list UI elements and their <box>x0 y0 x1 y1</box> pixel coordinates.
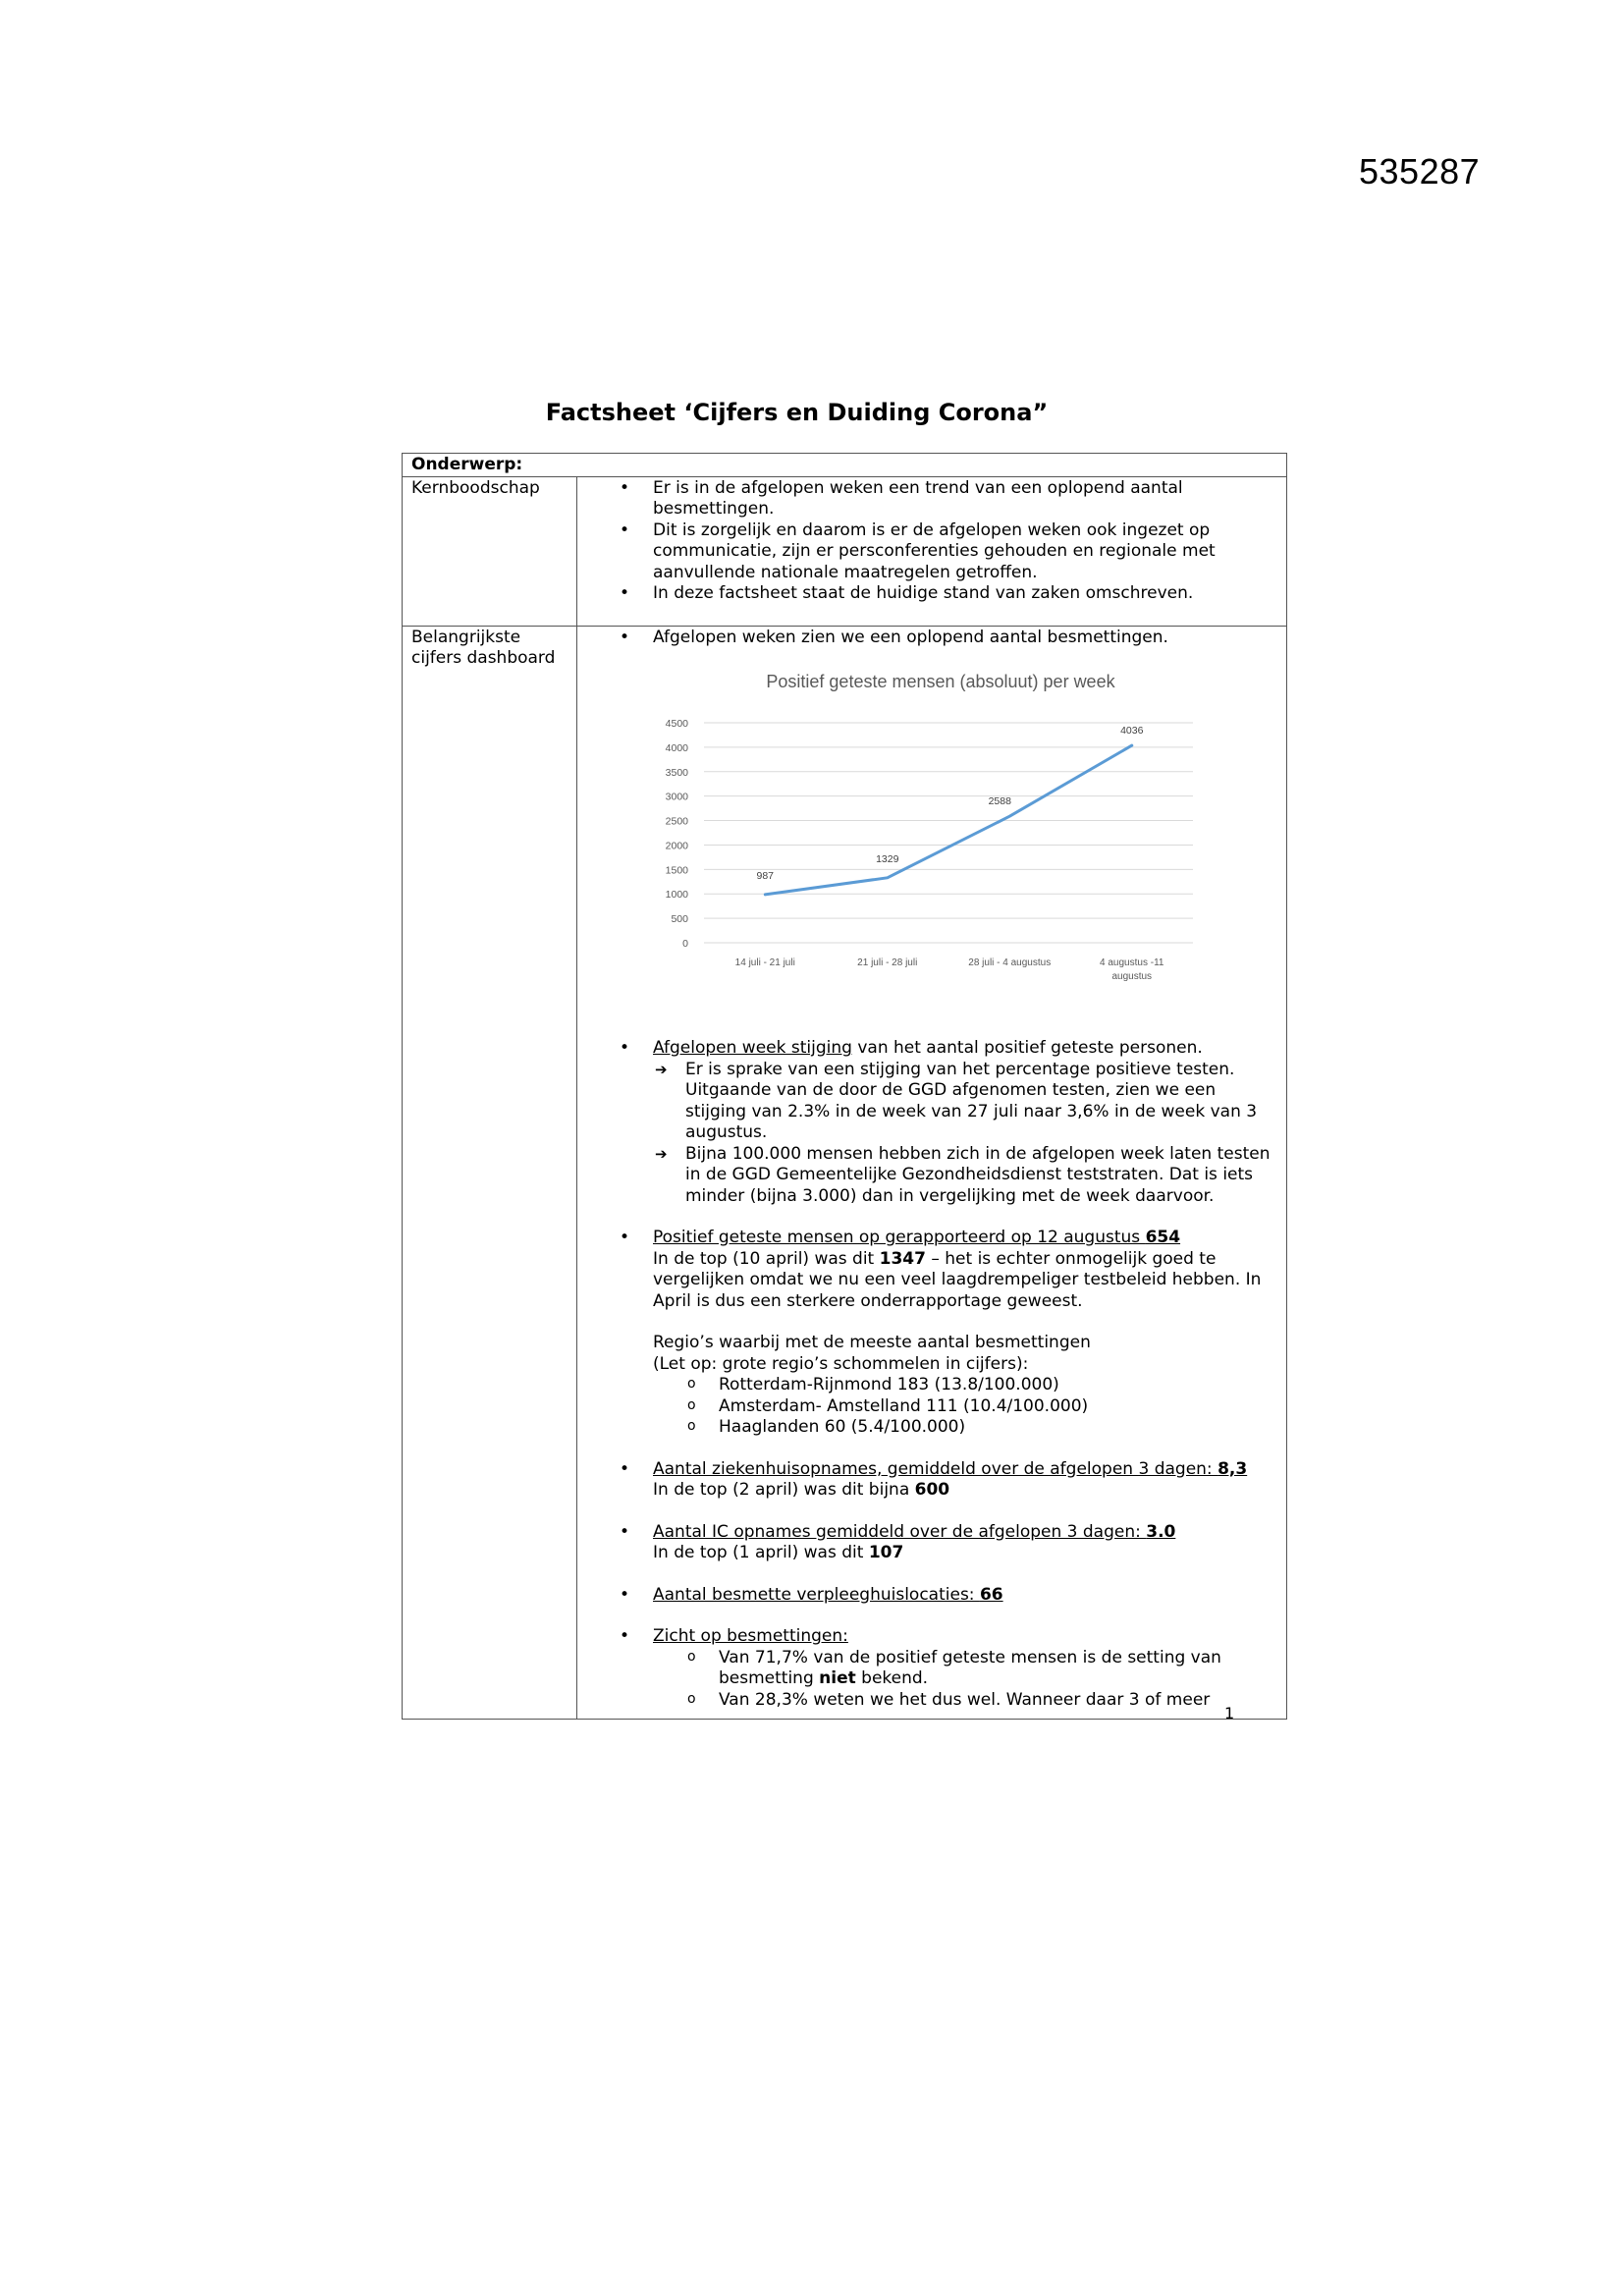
list-item: • In deze factsheet staat de huidige stand van zaken omschreven. <box>577 583 1280 605</box>
stijging-rest: van het aantal positief geteste personen. <box>851 1038 1203 1058</box>
list-item: o Haaglanden 60 (5.4/100.000) <box>653 1417 1280 1439</box>
list-item: o Amsterdam- Amstelland 111 (10.4/100.000) <box>653 1396 1280 1418</box>
row-label-kernboodschap: Kernboodschap <box>403 476 577 626</box>
table-header: Onderwerp: <box>403 454 1287 477</box>
y-tick-label: 0 <box>682 938 688 950</box>
y-tick-label: 3500 <box>665 766 688 779</box>
data-label: 987 <box>756 869 775 882</box>
list-item: o Rotterdam-Rijnmond 183 (13.8/100.000) <box>653 1375 1280 1396</box>
y-tick-label: 2000 <box>665 840 688 852</box>
list-item: • Dit is zorgelijk en daarom is er de afgelopen weken ook ingezet op communicatie, zijn er persconferenties gehouden en regionale met aanvullende nationale maatregelen getroffen. <box>577 520 1280 584</box>
page-number: 1 <box>1224 1704 1235 1722</box>
x-tick-label: 4 augustus -11 augustus <box>1100 957 1164 982</box>
series-line <box>765 745 1132 895</box>
positief-lead: Positief geteste mensen op gerapporteerd op 12 augustus <box>653 1228 1146 1247</box>
cijfers-list <box>577 628 1280 1712</box>
y-tick-label: 2500 <box>665 815 688 828</box>
chart-container <box>653 648 1280 1017</box>
zicht-lead: Zicht op besmettingen: <box>653 1626 848 1646</box>
ziekenhuis-value: 8,3 <box>1217 1458 1248 1479</box>
verpleeghuis-lead: Aantal besmette verpleeghuislocaties: <box>653 1584 980 1605</box>
y-tick-label: 1500 <box>665 864 688 877</box>
y-tick-label: 1000 <box>665 889 688 902</box>
ic-lead: Aantal IC opnames gemiddeld over de afgelopen 3 dagen: <box>653 1521 1147 1542</box>
positief-line-b: – het is echter onmogelijk goed te vergelijken omdat we nu een veel laagdrempeliger testbeleid hebben. In April is dus een sterkere onderrapportage geweest. <box>653 1248 1262 1311</box>
positief-peak: 1347 <box>879 1248 926 1269</box>
data-label: 2588 <box>988 795 1011 808</box>
list-item <box>577 1459 1280 1502</box>
regios-list <box>653 1375 1280 1439</box>
x-tick-label: 14 juli - 21 juli <box>734 957 795 968</box>
data-label: 4036 <box>1120 725 1144 738</box>
line-chart <box>653 648 1203 1017</box>
list-item <box>577 1585 1280 1607</box>
ic-peak: 107 <box>868 1543 904 1562</box>
ziekenhuis-line: In de top (2 april) was dit bijna <box>653 1480 915 1500</box>
zicht-a-1: Van 71,7% van de positief geteste mensen is de setting van besmetting <box>719 1647 1221 1688</box>
arrow-item: ➔ Bijna 100.000 mensen hebben zich in de afgelopen week laten testen in de GGD Gemeentelijke Gezondheidsdienst teststraten. Dat is iets minder (bijna 3.000) dan in vergelijking met de week daarvoor. <box>653 1144 1280 1208</box>
ic-line: In de top (1 april) was dit <box>653 1543 869 1562</box>
ic-value: 3.0 <box>1146 1521 1176 1542</box>
document-title-text: Factsheet ‘Cijfers en Duiding Corona” <box>545 399 1049 426</box>
table-header-row <box>403 454 1287 477</box>
regios-block <box>653 1333 1280 1439</box>
row-content-kernboodschap <box>577 476 1287 626</box>
list-item: • Er is in de afgelopen weken een trend van een oplopend aantal besmettingen. <box>577 478 1280 520</box>
list-item <box>577 1228 1280 1439</box>
arrow-item: ➔ Er is sprake van een stijging van het percentage positieve testen. Uitgaande van de door de GGD afgenomen testen, zien we een stijging van 2.3% in de week van 27 juli naar 3,6% in de week van 3 augustus. <box>653 1060 1280 1144</box>
x-tick-label: 28 juli - 4 augustus <box>968 957 1052 968</box>
positief-line-a: In de top (10 april) was dit <box>653 1248 880 1269</box>
zicht-a-2: bekend. <box>855 1668 929 1688</box>
y-tick-label: 500 <box>671 913 688 926</box>
document-title <box>0 399 1623 426</box>
stijging-lead: Afgelopen week stijging <box>653 1038 852 1058</box>
factsheet-table <box>402 453 1287 1720</box>
list-item <box>577 1626 1280 1711</box>
regios-intro-2: (Let op: grote regio’s schommelen in cijfers): <box>653 1353 1029 1374</box>
row-content-cijfers <box>577 626 1287 1720</box>
zicht-a-bold: niet <box>819 1668 856 1688</box>
document-number: 535287 <box>1359 151 1481 191</box>
list-item <box>653 1648 1280 1690</box>
data-label: 1329 <box>876 852 899 865</box>
verpleeghuis-value: 66 <box>979 1584 1003 1605</box>
row-label-cijfers: Belangrijkste cijfers dashboard <box>403 626 577 1720</box>
positief-value: 654 <box>1145 1228 1181 1247</box>
y-tick-label: 4500 <box>665 718 688 730</box>
y-tick-label: 3000 <box>665 791 688 803</box>
regios-intro-1: Regio’s waarbij met de meeste aantal besmettingen <box>653 1333 1091 1352</box>
chart-title: Positief geteste mensen (absoluut) per week <box>766 672 1115 691</box>
kernboodschap-list <box>577 478 1280 605</box>
row-cijfers <box>403 626 1287 1720</box>
x-tick-label: 21 juli - 28 juli <box>857 957 918 968</box>
ziekenhuis-lead: Aantal ziekenhuisopnames, gemiddeld over de afgelopen 3 dagen: <box>653 1458 1218 1479</box>
y-tick-label: 4000 <box>665 741 688 754</box>
list-item <box>577 628 1280 1018</box>
zicht-list <box>653 1648 1280 1712</box>
list-item <box>577 1038 1280 1207</box>
intro-text: • Afgelopen weken zien we een oplopend aantal besmettingen. <box>653 627 1168 647</box>
list-item: o Van 28,3% weten we het dus wel. Wanneer daar 3 of meer <box>653 1690 1280 1712</box>
stijging-arrow-list <box>653 1060 1280 1208</box>
ziekenhuis-peak: 600 <box>914 1480 950 1500</box>
row-kernboodschap <box>403 476 1287 626</box>
list-item <box>577 1522 1280 1564</box>
